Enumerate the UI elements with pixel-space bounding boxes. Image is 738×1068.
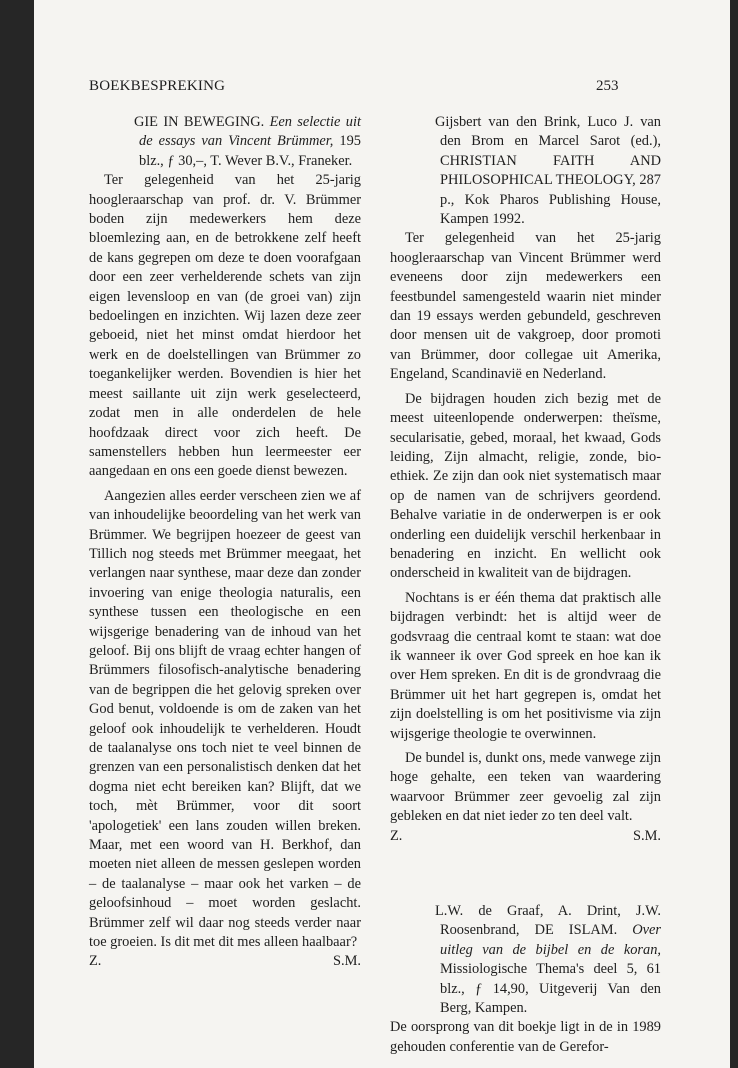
book-reference <box>435 902 661 1018</box>
book-title-caps: DE ISLAM. <box>534 922 618 939</box>
review-signature <box>89 952 361 971</box>
book-title-caps: CHRISTIAN FAITH AND PHILOSOPHICAL THEOLOGY, <box>440 152 661 189</box>
page-number: 253 <box>596 78 619 94</box>
review-signature <box>390 827 661 846</box>
review-paragraph: Ter gelegenheid van het 25-jarig hoogleraarschap van Vincent Brümmer werd eveneens door zijn medewerkers een feestbundel samengesteld waarin niet minder dan 19 essays werden gebundeld, geschreven door mensen uit de vakgroep, door promoti van Brümmer, door collegae uit Amerika, Engeland, Scandinavië en Nederland. <box>390 230 661 383</box>
scan-edge-left <box>0 0 34 1068</box>
section-gap <box>390 846 661 902</box>
running-title: BOEKBESPREKING <box>89 78 226 94</box>
review-paragraph: Aangezien alles eerder verscheen zien we af van inhoudelijke beoordeling van het werk van Brümmer. We begrijpen hoezeer de geest van Tillich nog steeds met Brümmer meegaat, het verlangen naar synthese, maar deze dan zonder invoering van enige theologia naturalis, een synthese tussen een theologische en een wijsgerige benadering van de inhoud van het geloof. Bij ons blijft de vraag echter hangen of Brümmers filosofisch-analytische benadering van de begrippen die het gelovig spreken over God benut, voldoende is om de zaken van het geloof ook inhoudelijk te verhelderen. Houdt de taalanalyse ons toch niet te veel binnen de grenzen van een personalistisch denken dat het dogma niet echt bereiken kan? Blijft, dat we toch, mèt Brümmer, voor dit soort 'apologetiek' een lans zouden willen breken. Maar, met een woord van H. Berkhof, dan moeten niet alleen de messen geslepen worden – de taalanalyse – maar ook het varken – de geloofsinhoud – moet worden geslacht. Brümmer zelf wil daar nog steeds verder naar toe groeien. Is dit met dit mes alleen haalbaar? <box>89 487 361 951</box>
book-details: 195 blz., ƒ 30,–, T. Wever B.V., Franeker. <box>139 133 361 169</box>
column-left <box>89 113 361 972</box>
book-subtitle: Over uitleg van de bijbel en de koran, <box>440 922 661 958</box>
book-details: Missiologische Thema's deel 5, 61 blz., ƒ 14,90, Uitgeverij Van den Berg, Kampen. <box>440 961 661 1017</box>
book-reference <box>134 113 361 171</box>
book-authors: Gijsbert van den Brink, Luco J. van den Brom en Marcel Sarot (ed.), <box>435 114 661 150</box>
signature-reviewer: S.M. <box>333 953 361 970</box>
book-authors: L.W. de Graaf, A. Drint, J.W. Roosenbrand, <box>435 903 661 939</box>
review-paragraph: Nochtans is er één thema dat praktisch alle bijdragen verbindt: het is altijd weer de godsvraag die centraal komt te staan: wat doe ik wanneer ik over God spreek en hoe kan ik over Hem spreken. En dit is de grondvraag die Brümmer uit het hart gegrepen is, omdat het zijn doelstelling is om het positivisme via zijn wijsgerige theologie te overwinnen. <box>390 589 661 742</box>
book-reference <box>435 113 661 229</box>
column-right <box>390 113 661 1057</box>
review-paragraph: De oorsprong van dit boekje ligt in de in 1989 gehouden conferentie van de Gerefor- <box>390 1019 661 1055</box>
review-paragraph: De bundel is, dunkt ons, mede vanwege zijn hoge gehalte, een teken van waardering waarvoor Brümmer zeer gevoelig zal zijn gebleken en dat niet ieder zo ten deel valt. <box>390 750 661 825</box>
scan-edge-right <box>730 0 738 1068</box>
signature-reviewer: S.M. <box>633 827 661 844</box>
book-title-caps: GIE IN BEWEGING. <box>134 114 265 130</box>
signature-initial: Z. <box>89 953 102 970</box>
book-details: 287 p., Kok Pharos Publishing House, Kampen 1992. <box>440 172 661 228</box>
review-paragraph: De bijdragen houden zich bezig met de meest uiteenlopende onderwerpen: theïsme, secularisatie, gebed, moraal, het kwaad, Gods leiding, Zijn almacht, religie, zonde, bio-ethiek. Ze zijn dan ook niet systematisch maar op de namen van de schrijvers geordend. Behalve variatie in de onderwerpen is er ook onderling een duidelijk verschil herkenbaar in benadering en inzicht. En wellicht ook onderscheid in kwaliteit van de bijdragen. <box>390 390 661 582</box>
review-paragraph: Ter gelegenheid van het 25-jarig hoogleraarschap van prof. dr. V. Brümmer boden zijn medewerkers hem deze bloemlezing aan, en de betrokkene zelf heeft de kans gegrepen om deze te doen voorafgaan door een zeer verhelderende schets van zijn eigen levensloop en van (de groei van) zijn bedoelingen en inzichten. Wij lazen deze zeer geboeid, niet het minst omdat hierdoor het werk en de doelstellingen van Brümmer zo toegankelijker werden. Bovendien is hier het meest saillante uit zijn werk geselecteerd, zodat men in alle onderdelen de hele hoofdzaak direct voor zich heeft. De samenstellers hebben hun leermeester eer aangedaan en ons een goede dienst bewezen. <box>89 172 361 480</box>
signature-initial: Z. <box>390 827 403 844</box>
book-subtitle: Een selectie uit de essays van Vincent Brümmer, <box>139 114 361 150</box>
